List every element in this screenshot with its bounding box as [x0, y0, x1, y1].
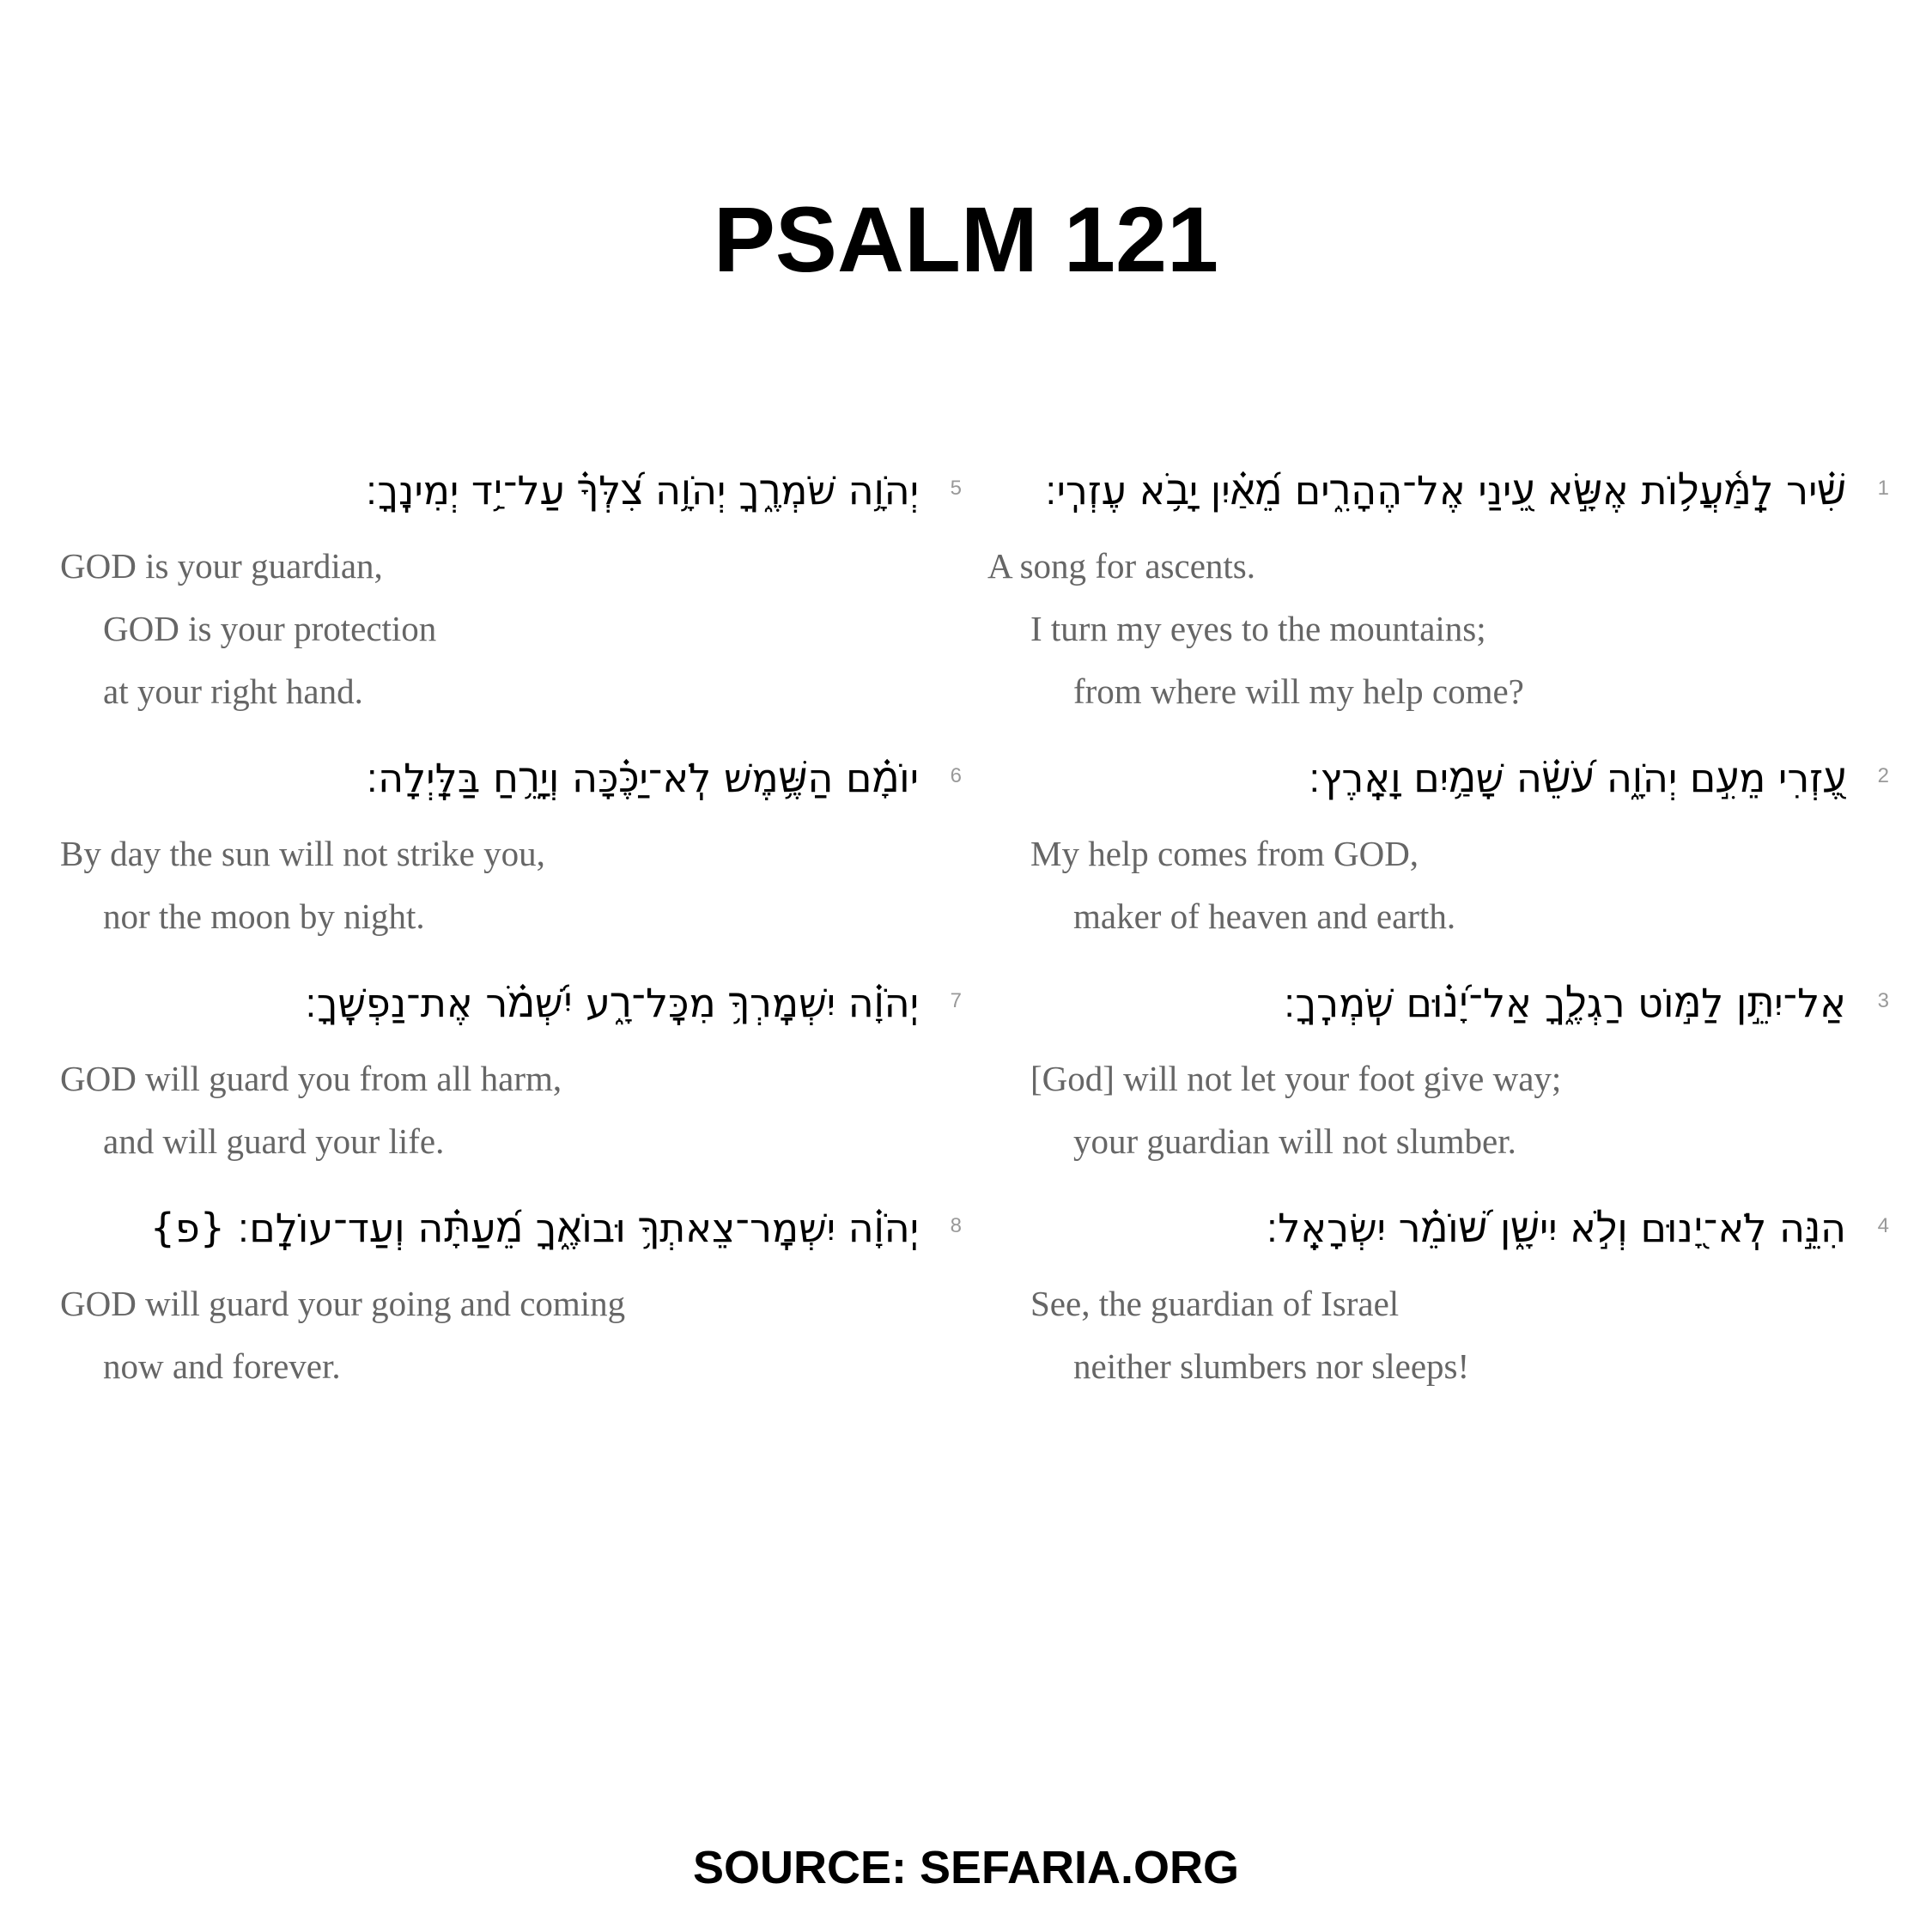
hebrew-line: [60, 972, 962, 1034]
hebrew-text: יוֹמָ֗ם הַשֶּׁ֥מֶשׁ לֹֽא־יַכֶּ֗כָּה וְיָרֵ֥חַ בַּלָּֽיְלָה׃: [366, 755, 919, 801]
verse-4: [987, 1197, 1889, 1398]
verse-3: [987, 972, 1889, 1173]
english-line: and will guard your life.: [103, 1121, 445, 1161]
english-line: GOD is your guardian,: [60, 546, 383, 586]
page-title: PSALM 121: [713, 187, 1219, 291]
verse-6: [60, 747, 962, 948]
hebrew-line: [60, 747, 962, 809]
english-line: GOD will guard your going and coming: [60, 1284, 626, 1323]
hebrew-line: [987, 459, 1889, 521]
verse-number: 7: [950, 989, 962, 1012]
english-line: I turn my eyes to the mountains;: [1030, 609, 1486, 648]
english-line: neither slumbers nor sleeps!: [1073, 1346, 1470, 1386]
english-line: By day the sun will not strike you,: [60, 834, 545, 873]
english-translation: [987, 823, 1889, 948]
english-line: GOD will guard you from all harm,: [60, 1059, 562, 1098]
hebrew-line: [987, 1197, 1889, 1259]
hebrew-line: [987, 972, 1889, 1034]
verse-number: 6: [950, 764, 962, 787]
verse-number: 5: [950, 477, 962, 500]
english-translation: [987, 1273, 1889, 1398]
hebrew-text: יְֽהֹוָ֗ה יִשְׁמׇרְךָ֥ מִכׇּל־רָ֑ע יִ֝שְׁמֹ֗ר אֶת־נַפְשֶֽׁךָ׃: [305, 980, 919, 1026]
hebrew-text: עֶ֭זְרִי מֵעִ֣ם יְהֹוָ֑ה עֹ֝שֵׂ֗ה שָׁמַ֥יִם וָאָֽרֶץ׃: [1309, 755, 1846, 801]
english-translation: [60, 535, 962, 723]
verse-number: 3: [1877, 989, 1889, 1012]
verse-number: 1: [1877, 477, 1889, 500]
verses-column-right: [987, 459, 1889, 1398]
hebrew-text: הִנֵּ֣ה לֹֽא־יָ֭נוּם וְלֹ֣א יִישָׁ֑ן שׁ֝וֹמֵ֗ר יִשְׂרָאֵֽל׃: [1266, 1205, 1846, 1251]
hebrew-text: יְֽהֹוָ֗ה יִשְׁמׇר־צֵאתְךָ֥ וּבוֹאֶ֑ךָ מֵ֝עַתָּ֗ה וְעַד־עוֹלָֽם׃ {פ}: [149, 1205, 919, 1251]
english-translation: [987, 535, 1889, 723]
english-line: your guardian will not slumber.: [1073, 1121, 1516, 1161]
english-line: now and forever.: [103, 1346, 341, 1386]
english-line: from where will my help come?: [1073, 671, 1524, 711]
verses-column-left: [60, 459, 962, 1398]
verse-number: 2: [1877, 764, 1889, 787]
hebrew-text: שִׁ֗יר לַֽמַּ֫עֲל֥וֹת אֶשָּׂ֣א עֵ֭ינַי אֶל־הֶהָרִ֑ים מֵ֝אַ֗יִן יָבֹ֥א עֶזְרִֽי׃: [1045, 467, 1846, 513]
english-line: nor the moon by night.: [103, 896, 425, 936]
verse-number: 4: [1877, 1214, 1889, 1237]
hebrew-line: [987, 747, 1889, 809]
hebrew-line: [60, 1197, 962, 1259]
english-translation: [987, 1048, 1889, 1173]
hebrew-text: אַל־יִתֵּ֣ן לַמּ֣וֹט רַגְלֶ֑ךָ אַל־יָ֝נ֗וּם שֹֽׁמְרֶֽךָ׃: [1283, 980, 1846, 1026]
english-line: GOD is your protection: [103, 609, 437, 648]
english-translation: [60, 823, 962, 948]
verse-7: [60, 972, 962, 1173]
verse-number: 8: [950, 1214, 962, 1237]
english-line: maker of heaven and earth.: [1073, 896, 1456, 936]
english-line: My help comes from GOD,: [1030, 834, 1419, 873]
english-line: See, the guardian of Israel: [1030, 1284, 1400, 1323]
verse-8: [60, 1197, 962, 1398]
english-line: A song for ascents.: [987, 546, 1256, 586]
verse-5: [60, 459, 962, 723]
english-line: [God] will not let your foot give way;: [1030, 1059, 1562, 1098]
verse-2: [987, 747, 1889, 948]
english-translation: [60, 1048, 962, 1173]
verse-1: [987, 459, 1889, 723]
hebrew-line: [60, 459, 962, 521]
source-credit: SOURCE: SEFARIA.ORG: [692, 1842, 1240, 1893]
hebrew-text: יְהֹוָ֥ה שֹׁמְרֶ֑ךָ יְהֹוָ֥ה צִ֝לְּךָ֗ עַל־יַ֥ד יְמִינֶֽךָ׃: [365, 467, 919, 513]
english-line: at your right hand.: [103, 671, 363, 711]
english-translation: [60, 1273, 962, 1398]
